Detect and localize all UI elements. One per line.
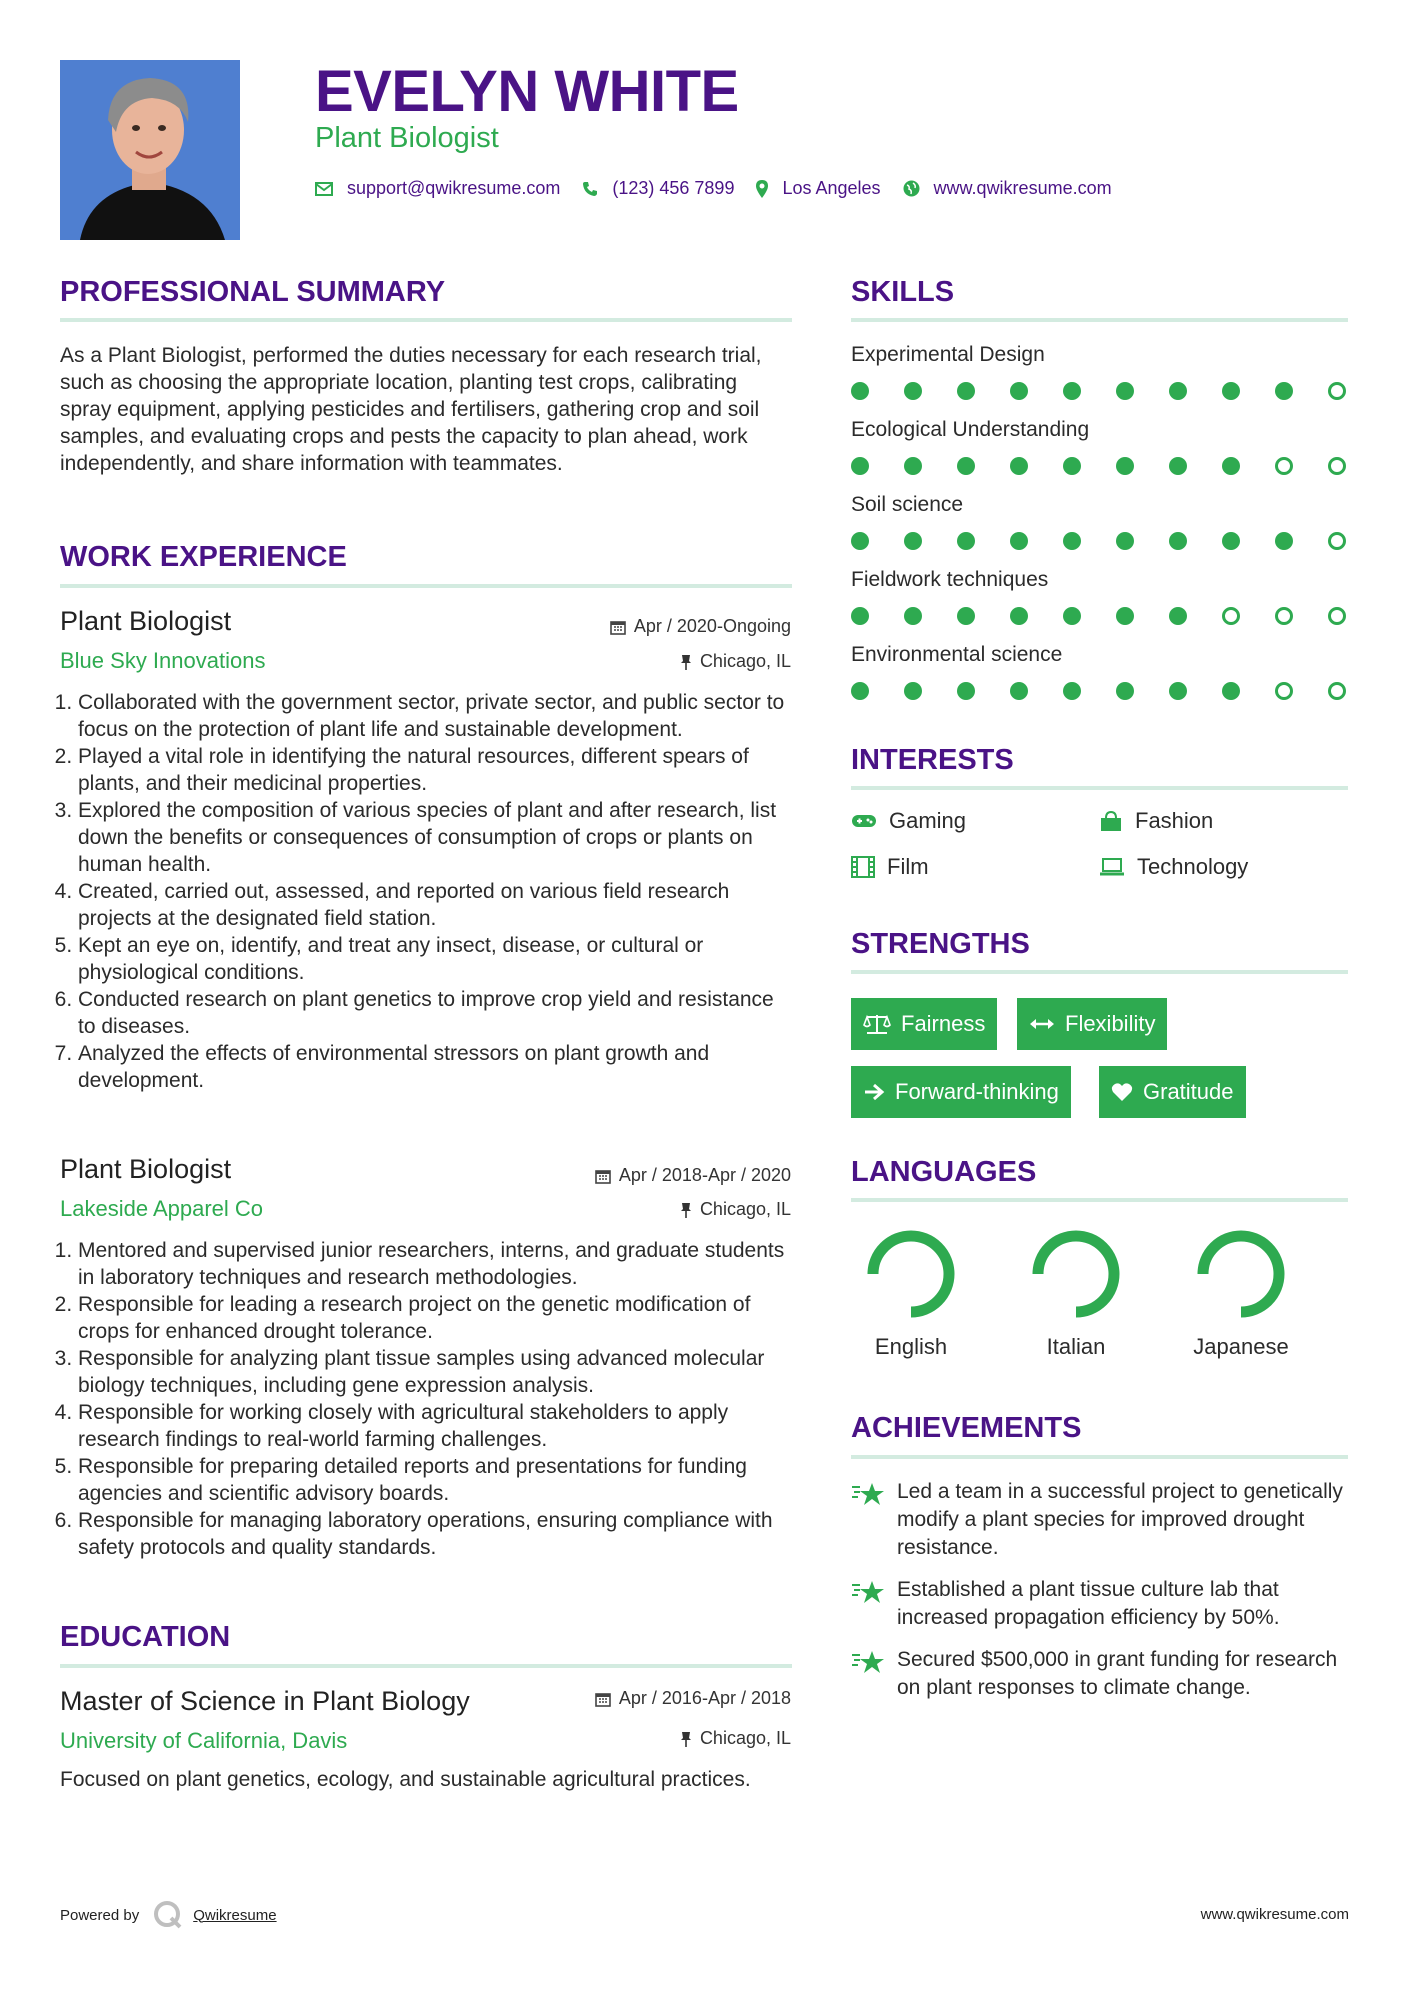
duty-item: 4. Created, carried out, assessed, and reported on various field research projects at the designated field station. <box>78 878 792 932</box>
skill-dot-filled <box>1010 457 1028 475</box>
skill-rating <box>851 607 1346 625</box>
summary-rule <box>60 318 792 322</box>
skill-name: Ecological Understanding <box>851 418 1090 441</box>
skill-dot-filled <box>904 457 922 475</box>
envelope-icon <box>315 182 333 196</box>
skill-dot-filled <box>1063 382 1081 400</box>
education-dates <box>595 1688 791 1709</box>
strength-label: Fairness <box>901 1011 986 1036</box>
interest-label: Film <box>887 854 929 879</box>
job-location <box>680 1199 791 1220</box>
education-description: Focused on plant genetics, ecology, and sustainable agricultural practices. <box>60 1768 751 1791</box>
star-icon <box>851 1649 885 1675</box>
skill-dot-filled <box>1169 532 1187 550</box>
strength-tag <box>1017 998 1167 1050</box>
skill-dot-filled <box>1169 607 1187 625</box>
language-progress-ring <box>863 1226 959 1322</box>
summary-heading: PROFESSIONAL SUMMARY <box>60 276 446 308</box>
balance-scale-icon <box>863 1013 891 1035</box>
duty-item: 6. Responsible for managing laboratory operations, ensuring compliance with safety protocols and quality standards. <box>78 1507 792 1561</box>
job-location-text: Chicago, IL <box>699 1199 791 1219</box>
skill-dot-empty <box>1328 607 1346 625</box>
skill-dot-empty <box>1275 457 1293 475</box>
skill-dot-filled <box>1010 382 1028 400</box>
star-icon <box>851 1481 885 1507</box>
contact-website[interactable] <box>903 178 1112 199</box>
job-title: Plant Biologist <box>60 606 232 636</box>
phone-icon <box>582 181 598 197</box>
skill-dot-filled <box>1169 457 1187 475</box>
interests-heading: INTERESTS <box>851 744 1014 776</box>
map-marker-icon <box>756 180 768 198</box>
duty-item: 3. Responsible for analyzing plant tissue samples using advanced molecular biology techniques, including gene expression analysis. <box>78 1345 792 1399</box>
education-location-text: Chicago, IL <box>699 1728 791 1748</box>
interest-label: Technology <box>1137 854 1249 879</box>
duty-item: 3. Explored the composition of various species of plant and after research, list down the benefits or consequences of consumption of crops or plants on human health. <box>78 797 792 878</box>
skill-dot-empty <box>1222 607 1240 625</box>
company-name: Blue Sky Innovations <box>60 648 266 673</box>
job-dates-text: Apr / 2020-Ongoing <box>633 616 791 636</box>
skill-dot-filled <box>1063 682 1081 700</box>
arrows-horizontal-icon <box>1029 1017 1055 1031</box>
skill-name: Fieldwork techniques <box>851 568 1049 591</box>
language-item <box>1006 1226 1146 1360</box>
school-name: University of California, Davis <box>60 1728 348 1753</box>
skills-rule <box>851 318 1348 322</box>
languages-rule <box>851 1198 1348 1202</box>
skill-dot-filled <box>1063 607 1081 625</box>
skill-dot-filled <box>1116 532 1134 550</box>
degree-title: Master of Science in Plant Biology <box>60 1686 470 1716</box>
calendar-icon <box>610 619 626 635</box>
location-text: Los Angeles <box>782 178 881 198</box>
language-name: Japanese <box>1193 1334 1289 1359</box>
strength-label: Flexibility <box>1065 1011 1156 1036</box>
language-progress-ring <box>1193 1226 1289 1322</box>
achievements-rule <box>851 1455 1348 1459</box>
qwikresume-link[interactable]: Qwikresume <box>193 1906 277 1924</box>
skill-dot-empty <box>1328 682 1346 700</box>
duty-item: 2. Played a vital role in identifying the natural resources, different spears of plants, and their medicinal properties. <box>78 743 792 797</box>
skill-dot-filled <box>1116 457 1134 475</box>
language-name: English <box>874 1334 948 1359</box>
skill-dot-filled <box>1275 532 1293 550</box>
skill-dot-filled <box>851 607 869 625</box>
duty-list <box>60 1237 792 1561</box>
skill-dot-filled <box>1169 382 1187 400</box>
job-dates-text: Apr / 2018-Apr / 2020 <box>618 1165 791 1185</box>
duty-item: 6. Conducted research on plant genetics to improve crop yield and resistance to diseases. <box>78 986 792 1040</box>
website-text: www.qwikresume.com <box>933 178 1112 198</box>
language-item <box>841 1226 981 1360</box>
strength-tag <box>851 1066 1071 1118</box>
skill-dot-filled <box>957 532 975 550</box>
skill-dot-filled <box>957 607 975 625</box>
achievement-item <box>851 1576 1348 1632</box>
skill-dot-filled <box>1222 382 1240 400</box>
job-dates <box>595 1165 791 1186</box>
skill-dot-empty <box>1328 382 1346 400</box>
phone-text: (123) 456 7899 <box>612 178 735 198</box>
achievements-heading: ACHIEVEMENTS <box>851 1412 1082 1444</box>
language-item <box>1171 1226 1311 1360</box>
skill-rating <box>851 457 1346 475</box>
achievement-item <box>851 1646 1348 1702</box>
strengths-rule <box>851 970 1348 974</box>
skill-dot-filled <box>957 382 975 400</box>
powered-by-text: Powered by <box>60 1906 140 1924</box>
interest-item <box>1099 808 1213 834</box>
duty-item: 7. Analyzed the effects of environmental stressors on plant growth and development. <box>78 1040 792 1094</box>
skill-dot-filled <box>1116 682 1134 700</box>
profile-photo <box>60 60 240 240</box>
pushpin-icon <box>680 1731 692 1747</box>
skill-dot-filled <box>1116 382 1134 400</box>
duty-item: 4. Responsible for working closely with agricultural stakeholders to apply research findings to real-world farming challenges. <box>78 1399 792 1453</box>
skill-dot-filled <box>957 682 975 700</box>
interest-label: Fashion <box>1135 808 1214 833</box>
education-location <box>680 1728 791 1749</box>
achievement-text: Led a team in a successful project to genetically modify a plant species for improved drought resistance. <box>897 1480 1343 1559</box>
interest-item <box>851 808 966 834</box>
footer-powered-by <box>60 1900 277 1930</box>
duty-item: 2. Responsible for leading a research project on the genetic modification of crops for enhanced drought tolerance. <box>78 1291 792 1345</box>
duty-item: 1. Mentored and supervised junior researchers, interns, and graduate students in laboratory techniques and research methodologies. <box>78 1237 792 1291</box>
language-name: Italian <box>1046 1334 1106 1359</box>
footer-website[interactable]: www.qwikresume.com <box>1200 1906 1349 1923</box>
skill-dot-filled <box>1222 682 1240 700</box>
summary-text: As a Plant Biologist, performed the duties necessary for each research trial, such as choosing the appropriate location, planting test crops, calibrating spray equipment, applying pesticides and fertilisers, gathering crop and soil samples, and evaluating crops and pests the capacity to plan ahead, work independently, and share information with teammates. <box>60 344 762 475</box>
laptop-icon <box>1099 857 1125 877</box>
skill-dot-filled <box>904 532 922 550</box>
strengths-heading: STRENGTHS <box>851 928 1030 960</box>
skill-dot-filled <box>1116 607 1134 625</box>
language-progress-ring <box>1028 1226 1124 1322</box>
job-dates <box>610 616 791 637</box>
job-location-text: Chicago, IL <box>699 651 791 671</box>
star-icon <box>851 1579 885 1605</box>
skill-name: Experimental Design <box>851 343 1045 366</box>
skill-dot-filled <box>851 382 869 400</box>
skills-heading: SKILLS <box>851 276 955 308</box>
skill-dot-filled <box>904 607 922 625</box>
contact-phone[interactable] <box>582 178 734 199</box>
heart-icon <box>1111 1082 1133 1102</box>
skill-dot-filled <box>1275 382 1293 400</box>
interest-item <box>851 854 929 880</box>
skill-dot-filled <box>1010 607 1028 625</box>
candidate-name: EVELYN WHITE <box>315 59 739 124</box>
experience-rule <box>60 584 792 588</box>
arrow-right-icon <box>863 1083 885 1101</box>
experience-heading: WORK EXPERIENCE <box>60 541 347 573</box>
duty-item: 5. Responsible for preparing detailed reports and presentations for funding agencies and scientific advisory boards. <box>78 1453 792 1507</box>
skill-dot-filled <box>851 457 869 475</box>
skill-dot-filled <box>1222 457 1240 475</box>
duty-item: 1. Collaborated with the government sector, private sector, and public sector to focus on the protection of plant life and sustainable development. <box>78 689 792 743</box>
skill-dot-filled <box>1169 682 1187 700</box>
education-rule <box>60 1664 792 1668</box>
education-heading: EDUCATION <box>60 1621 231 1653</box>
skill-rating <box>851 382 1346 400</box>
interests-rule <box>851 786 1348 790</box>
skill-rating <box>851 682 1346 700</box>
skill-dot-filled <box>1063 532 1081 550</box>
job-location <box>680 651 791 672</box>
skill-dot-filled <box>851 682 869 700</box>
strength-tag <box>1099 1066 1246 1118</box>
calendar-icon <box>595 1168 611 1184</box>
contact-email[interactable] <box>315 178 560 199</box>
strength-label: Forward-thinking <box>895 1079 1059 1104</box>
skill-name: Soil science <box>851 493 964 516</box>
achievement-text: Secured $500,000 in grant funding for research on plant responses to climate change. <box>897 1648 1338 1699</box>
skill-dot-empty <box>1275 682 1293 700</box>
education-dates-text: Apr / 2016-Apr / 2018 <box>618 1688 791 1708</box>
skill-rating <box>851 532 1346 550</box>
skill-dot-filled <box>1063 457 1081 475</box>
languages-heading: LANGUAGES <box>851 1156 1037 1188</box>
pushpin-icon <box>680 1202 692 1218</box>
pushpin-icon <box>680 654 692 670</box>
contact-bar <box>315 178 1134 199</box>
achievement-text: Established a plant tissue culture lab that increased propagation efficiency by 50%. <box>897 1578 1280 1629</box>
candidate-title: Plant Biologist <box>315 122 499 154</box>
skill-dot-empty <box>1328 532 1346 550</box>
strength-label: Gratitude <box>1143 1079 1234 1104</box>
skill-dot-empty <box>1328 457 1346 475</box>
skill-dot-filled <box>1010 682 1028 700</box>
company-name: Lakeside Apparel Co <box>60 1196 264 1221</box>
shopping-bag-icon <box>1099 810 1123 832</box>
job-title: Plant Biologist <box>60 1154 232 1184</box>
achievement-item <box>851 1478 1348 1562</box>
strength-tag <box>851 998 997 1050</box>
film-icon <box>851 856 875 878</box>
skill-dot-filled <box>904 382 922 400</box>
skill-name: Environmental science <box>851 643 1063 666</box>
duty-list <box>60 689 792 1094</box>
gamepad-icon <box>851 813 877 829</box>
skill-dot-filled <box>851 532 869 550</box>
skill-dot-empty <box>1275 607 1293 625</box>
skill-dot-filled <box>904 682 922 700</box>
qwikresume-logo-icon <box>153 1900 183 1930</box>
skill-dot-filled <box>957 457 975 475</box>
interest-label: Gaming <box>889 808 967 833</box>
skill-dot-filled <box>1010 532 1028 550</box>
globe-icon <box>903 180 920 197</box>
email-text: support@qwikresume.com <box>347 178 561 198</box>
duty-item: 5. Kept an eye on, identify, and treat any insect, disease, or cultural or physiological conditions. <box>78 932 792 986</box>
contact-location <box>756 178 880 199</box>
interest-item <box>1099 854 1248 880</box>
calendar-icon <box>595 1691 611 1707</box>
skill-dot-filled <box>1222 532 1240 550</box>
